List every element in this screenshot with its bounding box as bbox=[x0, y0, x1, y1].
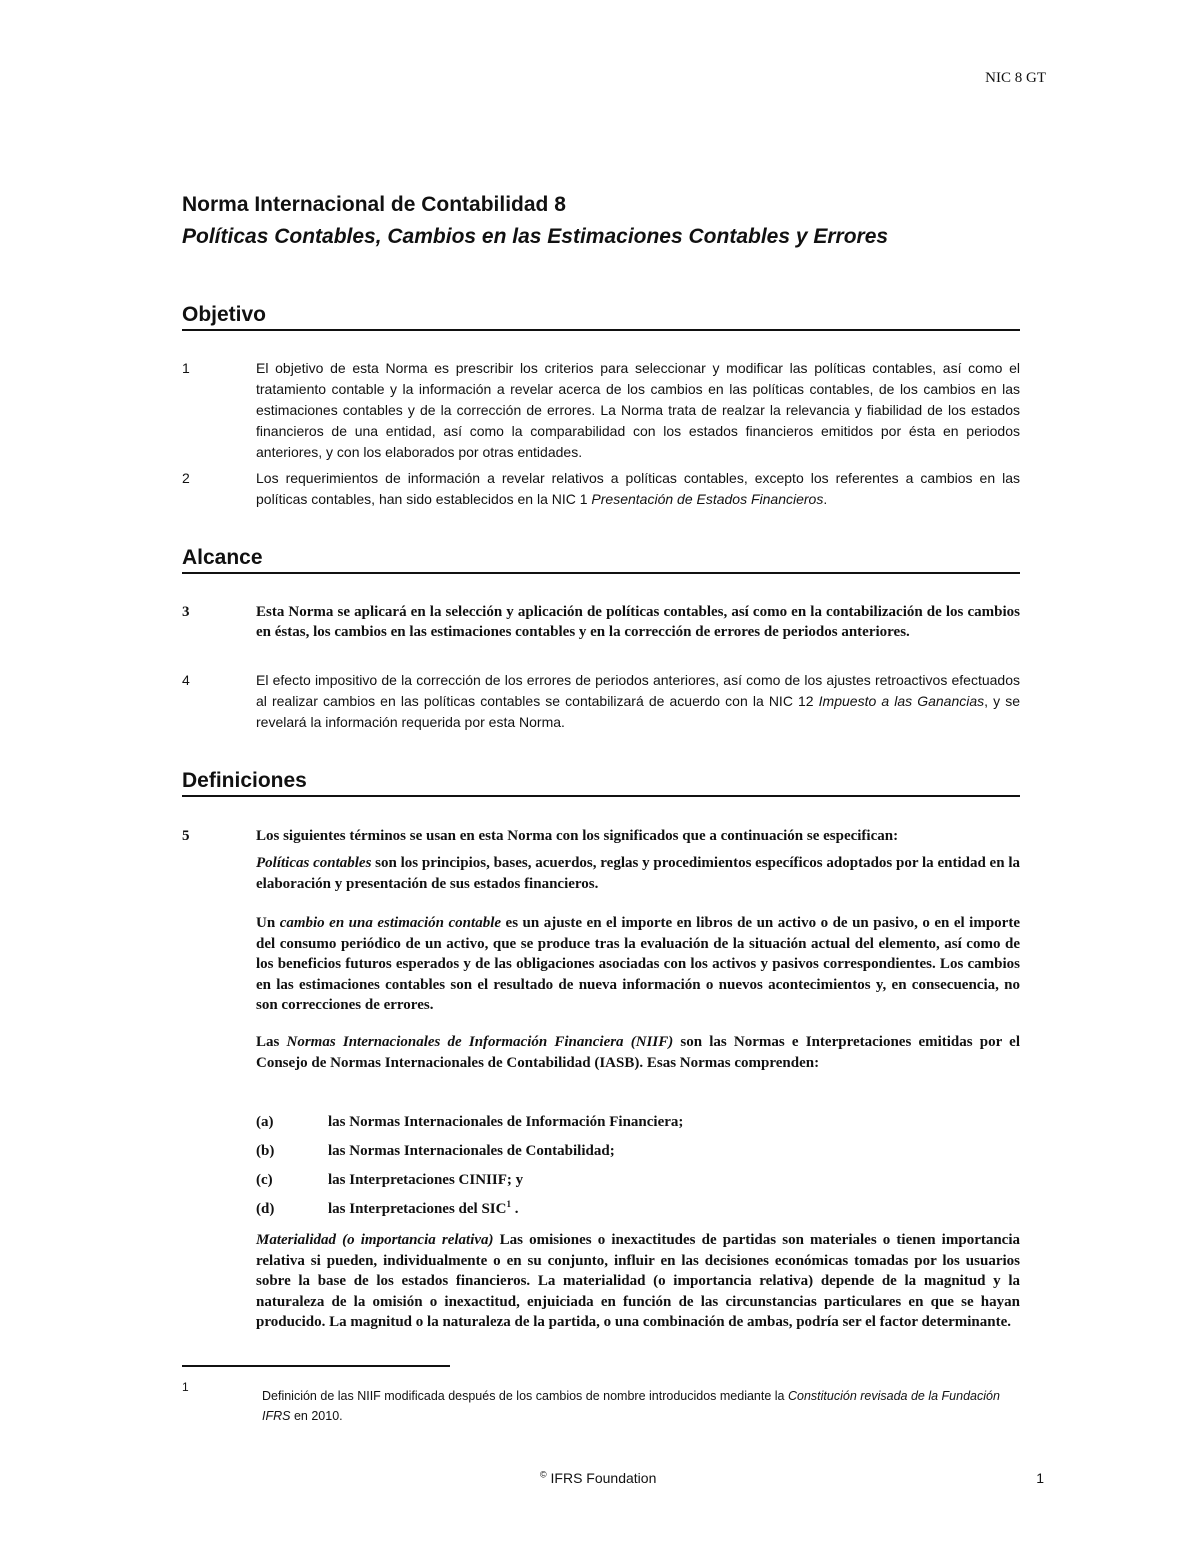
paragraph-text: Los siguientes términos se usan en esta Norma con los significados que a continuación se especifican: bbox=[256, 828, 899, 844]
defined-term: cambio en una estimación contable bbox=[279, 915, 502, 931]
footnote-divider bbox=[182, 1365, 450, 1367]
paragraph-text: El efecto impositivo de la corrección de los errores de periodos anteriores, así como de los ajustes retroactivos efectuados al realizar cambios en las políticas contables se contabilizará de acuerdo con la NIC 12 Impuesto a las Ganancias, y se revelará la información requerida por esta Norma. bbox=[256, 672, 1020, 730]
paragraph-text: El objetivo de esta Norma es prescribir los criterios para seleccionar y modificar las políticas contables, así como el tratamiento contable y la información a revelar acerca de los cambios en las políticas contables, de los cambios en las estimaciones contables y de la corrección de errores. La Norma trata de realzar la relevancia y fiabilidad de los estados financieros de una entidad, así como la comparabilidad con los estados financieros emitidos por ésta en periodos anteriores, y con los elaborados por otras entidades. bbox=[256, 360, 1020, 460]
reference-title: Impuesto a las Ganancias bbox=[818, 693, 985, 709]
list-text: las Interpretaciones del SIC$^1$ . bbox=[328, 1199, 519, 1217]
list-text: las Normas Internacionales de Contabilidad; bbox=[328, 1143, 615, 1159]
definition-materialidad: Materialidad (o importancia relativa) Las omisiones o inexactitudes de partidas son materiales o tienen importancia relativa si pueden, individualmente o en su conjunto, influir en las decisiones económicas tomadas por los usuarios sobre la base de los estados financieros. La materialidad (o importancia relativa) depende de la magnitud y la naturaleza de la omisión o inexactitud, enjuiciada en función de las circunstancias particulares en que se hayan producido. La magnitud o la naturaleza de la partida, o una combinación de ambas, podría ser el factor determinante. bbox=[256, 1232, 1021, 1330]
section-heading-definiciones: Definiciones bbox=[182, 768, 1020, 797]
footer-copyright: © IFRS Foundation bbox=[540, 1469, 657, 1486]
defined-term: Normas Internacionales de Información Financiera (NIIF) bbox=[286, 1034, 674, 1050]
footnote-ref: 1 bbox=[506, 1199, 511, 1209]
page-number: 1 bbox=[1036, 1470, 1044, 1486]
paragraph-text: Los requerimientos de información a revelar relativos a políticas contables, excepto los referentes a cambios en las políticas contables, han sido establecidos en la NIC 1 Presentación de Estados Financieros. bbox=[256, 470, 1020, 507]
defined-term: Políticas contables bbox=[256, 855, 372, 871]
paragraph-1 bbox=[182, 358, 1020, 463]
copyright-icon: © bbox=[540, 1469, 547, 1480]
title-block bbox=[182, 192, 1022, 251]
footnote-text: Definición de las NIIF modificada después de los cambios de nombre introducidos mediante la Constitución revisada de la Fundación IFRS en 2010. bbox=[262, 1389, 1000, 1423]
list-label: (a) bbox=[256, 1114, 274, 1130]
list-label: (b) bbox=[256, 1143, 275, 1159]
list-item bbox=[256, 1141, 1020, 1161]
standard-code: NIC 8 GT bbox=[985, 70, 1046, 86]
list-label: (d) bbox=[256, 1201, 275, 1217]
paragraph-5 bbox=[182, 826, 1020, 846]
page-subtitle: Políticas Contables, Cambios en las Estimaciones Contables y Errores bbox=[182, 225, 889, 249]
paragraph-number: 5 bbox=[182, 828, 190, 844]
page-title: Norma Internacional de Contabilidad 8 bbox=[182, 193, 566, 216]
definition-politicas-contables: Políticas contables son los principios, bases, acuerdos, reglas y procedimientos específicos adoptados por la entidad en la elaboración y presentación de sus estados financieros. bbox=[256, 855, 1020, 892]
list-label: (c) bbox=[256, 1172, 273, 1188]
list-item bbox=[256, 1199, 1020, 1219]
paragraph-text: Esta Norma se aplicará en la selección y aplicación de políticas contables, así como en la contabilización de los cambios en éstas, los cambios en las estimaciones contables y en la corrección de errores de periodos anteriores. bbox=[256, 604, 1020, 640]
definition-cambio-estimacion: Un cambio en una estimación contable es un ajuste en el importe en libros de un activo o de un pasivo, o en el importe del consumo periódico de un activo, que se produce tras la evaluación de la situación actual del elemento, así como de los beneficios futuros esperados y de las obligaciones asociadas con los activos y pasivos correspondientes. Los cambios en las estimaciones contables son el resultado de nueva información o nuevos acontecimientos y, en consecuencia, no son correcciones de errores. bbox=[256, 915, 1020, 1013]
list-item bbox=[256, 1170, 1020, 1190]
paragraph-2 bbox=[182, 468, 1020, 510]
list-item bbox=[256, 1112, 1020, 1132]
reference-title: Presentación de Estados Financieros bbox=[591, 491, 824, 507]
footnote-number: 1 bbox=[182, 1380, 189, 1394]
paragraph-number: 3 bbox=[182, 604, 190, 620]
section-heading-alcance: Alcance bbox=[182, 545, 1020, 574]
paragraph-3 bbox=[182, 602, 1020, 642]
paragraph-4 bbox=[182, 670, 1020, 733]
list-text: las Normas Internacionales de Información Financiera; bbox=[328, 1114, 684, 1130]
paragraph-number: 1 bbox=[182, 360, 190, 376]
paragraph-number: 2 bbox=[182, 470, 190, 486]
definition-niif: Las Normas Internacionales de Información Financiera (NIIF) son las Normas e Interpretaciones emitidas por el Consejo de Normas Internacionales de Contabilidad (IASB). Esas Normas comprenden: bbox=[256, 1034, 1020, 1071]
reference-title: Constitución revisada de la Fundación IFRS bbox=[262, 1389, 1000, 1423]
list-text: las Interpretaciones CINIIF; y bbox=[328, 1172, 524, 1188]
section-heading-objetivo: Objetivo bbox=[182, 302, 1020, 331]
defined-term: Materialidad (o importancia relativa) bbox=[256, 1232, 494, 1248]
paragraph-number: 4 bbox=[182, 672, 190, 688]
